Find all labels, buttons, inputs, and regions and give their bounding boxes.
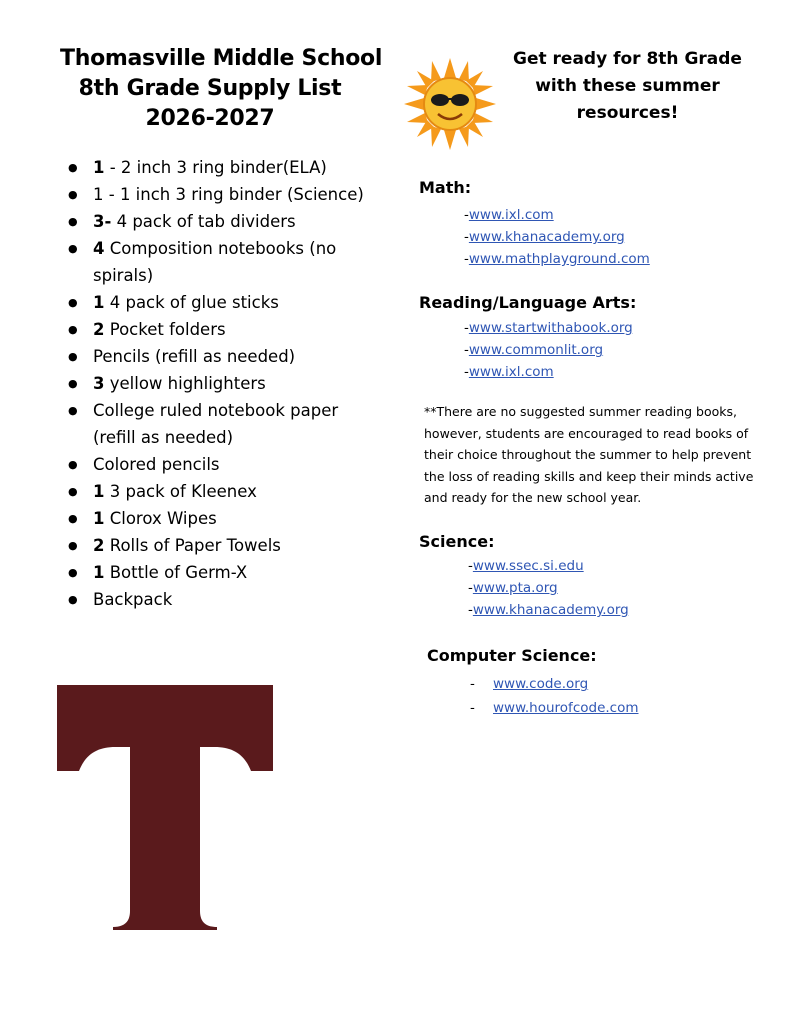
link-dash: - — [468, 602, 473, 618]
resource-link[interactable]: www.ssec.si.edu — [472, 558, 584, 574]
resource-link[interactable]: www.startwithabook.org — [468, 320, 633, 336]
school-year: 2026-2027 — [145, 106, 275, 131]
supply-item — [68, 370, 368, 397]
resource-link[interactable]: www.pta.org — [472, 580, 558, 596]
supply-item — [68, 397, 368, 451]
resource-link-item — [464, 317, 633, 339]
reading-links — [464, 317, 633, 383]
supply-text: yellow highlighters — [104, 374, 266, 393]
supply-quantity: 1 — [93, 482, 105, 501]
supply-quantity: 3 — [93, 374, 105, 393]
link-dash: - — [464, 207, 469, 223]
reading-heading: Reading/Language Arts: — [419, 293, 637, 312]
math-links — [464, 204, 650, 270]
resource-link[interactable]: www.ixl.com — [468, 207, 554, 223]
supply-quantity: 4 — [93, 239, 105, 258]
supply-text: Pencils (refill as needed) — [93, 347, 296, 366]
supply-item — [68, 559, 368, 586]
supply-text: - 2 inch 3 ring binder(ELA) — [104, 158, 327, 177]
supply-item — [68, 532, 368, 559]
link-dash: - — [464, 229, 469, 245]
supply-text: 4 pack of tab dividers — [111, 212, 296, 231]
supply-list-title — [60, 44, 383, 134]
sun-with-sunglasses-icon — [404, 58, 496, 150]
supply-quantity: 1 — [93, 509, 105, 528]
resource-link-item — [464, 226, 650, 248]
link-dash: - — [470, 700, 475, 716]
resource-link-item — [470, 672, 639, 696]
resource-link-item — [464, 361, 633, 383]
resource-link[interactable]: www.hourofcode.com — [493, 700, 639, 716]
supply-text: Colored pencils — [93, 455, 220, 474]
link-dash: - — [468, 558, 473, 574]
supply-quantity: 2 — [93, 320, 105, 339]
link-dash: - — [464, 364, 469, 380]
supply-text: 3 pack of Kleenex — [104, 482, 257, 501]
resource-link-item — [468, 577, 629, 599]
reading-note: **There are no suggested summer reading books, however, students are encouraged to read books of their choice throughout the summer to help prevent the loss of reading skills and keep their minds active and ready for the new school year. — [424, 404, 754, 506]
supply-item — [68, 181, 368, 208]
math-heading: Math: — [419, 178, 472, 197]
supply-text: Pocket folders — [104, 320, 226, 339]
supply-text: Rolls of Paper Towels — [104, 536, 281, 555]
computer-science-links — [470, 672, 639, 720]
supply-item — [68, 316, 368, 343]
supply-item — [68, 343, 368, 370]
link-dash: - — [464, 320, 469, 336]
supply-quantity: 1 — [93, 158, 105, 177]
resource-link[interactable]: www.ixl.com — [468, 364, 554, 380]
supply-list — [68, 154, 368, 613]
resource-link[interactable]: www.khanacademy.org — [472, 602, 629, 618]
supply-item — [68, 505, 368, 532]
school-name: Thomasville Middle School — [60, 46, 383, 71]
link-dash: - — [464, 342, 469, 358]
summer-resources-headline: Get ready for 8th Grade with these summer resources! — [513, 49, 742, 123]
resource-link-item — [468, 555, 629, 577]
supply-quantity: 1 — [93, 293, 105, 312]
supply-text: College ruled notebook paper (refill as needed) — [93, 401, 339, 447]
link-dash: - — [464, 251, 469, 267]
supply-item — [68, 478, 368, 505]
resource-link[interactable]: www.code.org — [493, 676, 589, 692]
resource-link[interactable]: www.commonlit.org — [468, 342, 604, 358]
resource-link-item — [470, 696, 639, 720]
link-dash: - — [470, 676, 475, 692]
resource-link-item — [464, 204, 650, 226]
link-dash: - — [468, 580, 473, 596]
computer-science-heading: Computer Science: — [427, 646, 597, 665]
letter-t-logo — [57, 685, 273, 930]
supply-text: 4 pack of glue sticks — [104, 293, 279, 312]
supply-item — [68, 154, 368, 181]
supply-item — [68, 235, 368, 289]
supply-text: Composition notebooks (no spirals) — [93, 239, 337, 285]
supply-item — [68, 451, 368, 478]
supply-quantity: 2 — [93, 536, 105, 555]
resource-link-item — [468, 599, 629, 621]
supply-item — [68, 586, 368, 613]
resource-link[interactable]: www.khanacademy.org — [468, 229, 625, 245]
science-links — [468, 555, 629, 621]
supply-item — [68, 208, 368, 235]
supply-quantity: 3- — [93, 212, 112, 231]
science-heading: Science: — [419, 532, 495, 551]
supply-text: Bottle of Germ-X — [104, 563, 248, 582]
resource-link[interactable]: www.mathplayground.com — [468, 251, 650, 267]
resource-link-item — [464, 339, 633, 361]
supply-text: Backpack — [93, 590, 173, 609]
list-name: 8th Grade Supply List — [78, 76, 342, 101]
supply-quantity: 1 — [93, 563, 105, 582]
resource-link-item — [464, 248, 650, 270]
supply-text: 1 - 1 inch 3 ring binder (Science) — [93, 185, 364, 204]
supply-item — [68, 289, 368, 316]
supply-text: Clorox Wipes — [104, 509, 217, 528]
